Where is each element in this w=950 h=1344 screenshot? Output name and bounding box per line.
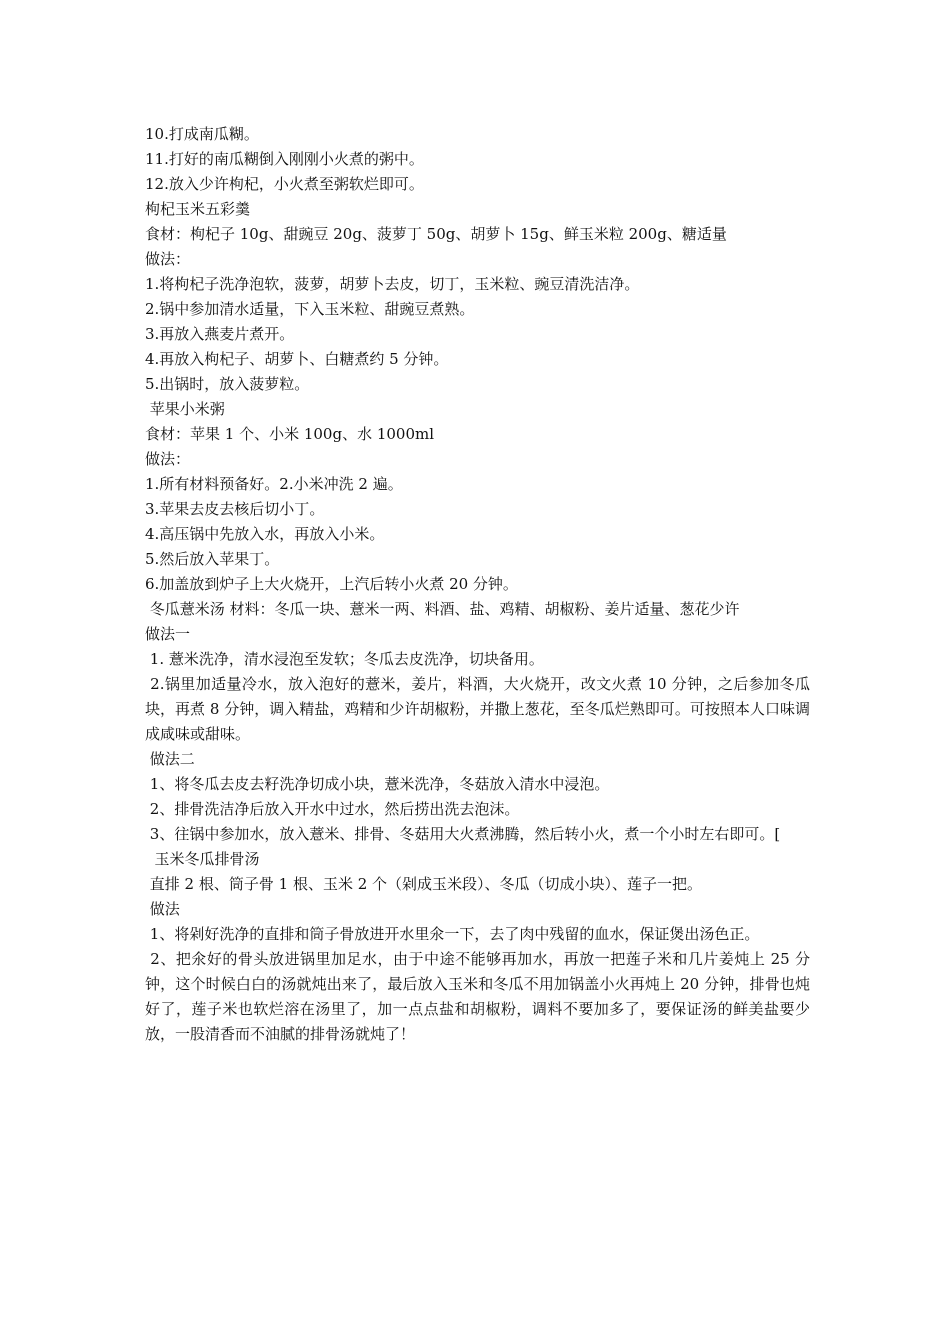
step-paragraph: 1、将剁好洗净的直排和筒子骨放进开水里氽一下，去了肉中残留的血水，保证煲出汤色正。: [145, 925, 760, 943]
method-heading: 做法：: [145, 450, 191, 468]
step-line: 1.将枸杞子洗净泡软，菠萝，胡萝卜去皮，切丁，玉米粒、豌豆清洗洁净。: [145, 275, 640, 293]
step-paragraph: 3、往锅中参加水，放入薏米、排骨、冬菇用大火煮沸腾，然后转小火，煮一个小时左右即可。[: [145, 825, 781, 843]
step-line: 4.再放入枸杞子、胡萝卜、白糖煮约 5 分钟。: [145, 350, 449, 368]
text-line: 12.放入少许枸杞，小火煮至粥软烂即可。: [145, 175, 424, 193]
text-line: 10.打成南瓜糊。: [145, 125, 259, 143]
step-line: 4.高压锅中先放入水，再放入小米。: [145, 525, 385, 543]
step-line: 3.苹果去皮去核后切小丁。: [145, 500, 325, 518]
step-line: 1.所有材料预备好。2.小米冲洗 2 遍。: [145, 475, 403, 493]
text-line: 11.打好的南瓜糊倒入刚刚小火煮的粥中。: [145, 150, 424, 168]
step-line: 5.然后放入苹果丁。: [145, 550, 280, 568]
step-line: 2、排骨洗洁净后放入开水中过水，然后捞出洗去泡沫。: [145, 800, 520, 818]
recipe-title: 玉米冬瓜排骨汤: [145, 850, 260, 868]
step-line: 2.锅中参加清水适量，下入玉米粒、甜豌豆煮熟。: [145, 300, 475, 318]
method-heading: 做法：: [145, 250, 191, 268]
recipe-title: 枸杞玉米五彩羹: [145, 200, 251, 218]
ingredients-line: 食材：苹果 1 个、小米 100g、水 1000ml: [145, 425, 435, 443]
step-line: 1、将冬瓜去皮去籽洗净切成小块，薏米洗净，冬菇放入清水中浸泡。: [145, 775, 610, 793]
recipe-title: 苹果小米粥: [145, 400, 225, 418]
ingredients-line: 直排 2 根、筒子骨 1 根、玉米 2 个（剁成玉米段）、冬瓜（切成小块）、莲子一把。: [145, 875, 703, 893]
step-line: 1. 薏米洗净，清水浸泡至发软；冬瓜去皮洗净，切块备用。: [145, 650, 544, 668]
step-line: 3.再放入燕麦片煮开。: [145, 325, 295, 343]
step-line: 6.加盖放到炉子上大火烧开，上汽后转小火煮 20 分钟。: [145, 575, 518, 593]
step-paragraph: 2、把氽好的骨头放进锅里加足水，由于中途不能够再加水，再放一把莲子米和几片姜炖上 25 分钟，这个时候白白的汤就炖出来了，最后放入玉米和冬瓜不用加锅盖小火再炖上 20 分钟，排骨也炖好了，莲子米也软烂溶在汤里了，加一点点盐和胡椒粉，调料不要加多了，要保证汤的鲜美盐要少放，一股清香而不油腻的排骨汤就炖了！: [145, 950, 810, 1043]
ingredients-line: 食材：枸杞子 10g、甜豌豆 20g、菠萝丁 50g、胡萝卜 15g、鲜玉米粒 200g、糖适量: [145, 225, 727, 243]
document-page: [145, 122, 810, 1047]
method-heading: 做法一: [145, 625, 191, 643]
method-heading: 做法二: [145, 750, 195, 768]
method-heading: 做法: [145, 900, 180, 918]
step-line: 5.出锅时，放入菠萝粒。: [145, 375, 310, 393]
recipe-title: 冬瓜薏米汤 材料：冬瓜一块、薏米一两、料酒、盐、鸡精、胡椒粉、姜片适量、葱花少许: [145, 600, 740, 618]
step-paragraph: 2.锅里加适量冷水，放入泡好的薏米，姜片，料酒，大火烧开，改文火煮 10 分钟，之后参加冬瓜块，再煮 8 分钟，调入精盐，鸡精和少许胡椒粉，并撒上葱花，至冬瓜烂熟即可。可按照本人口味调成咸味或甜味。: [145, 675, 810, 743]
